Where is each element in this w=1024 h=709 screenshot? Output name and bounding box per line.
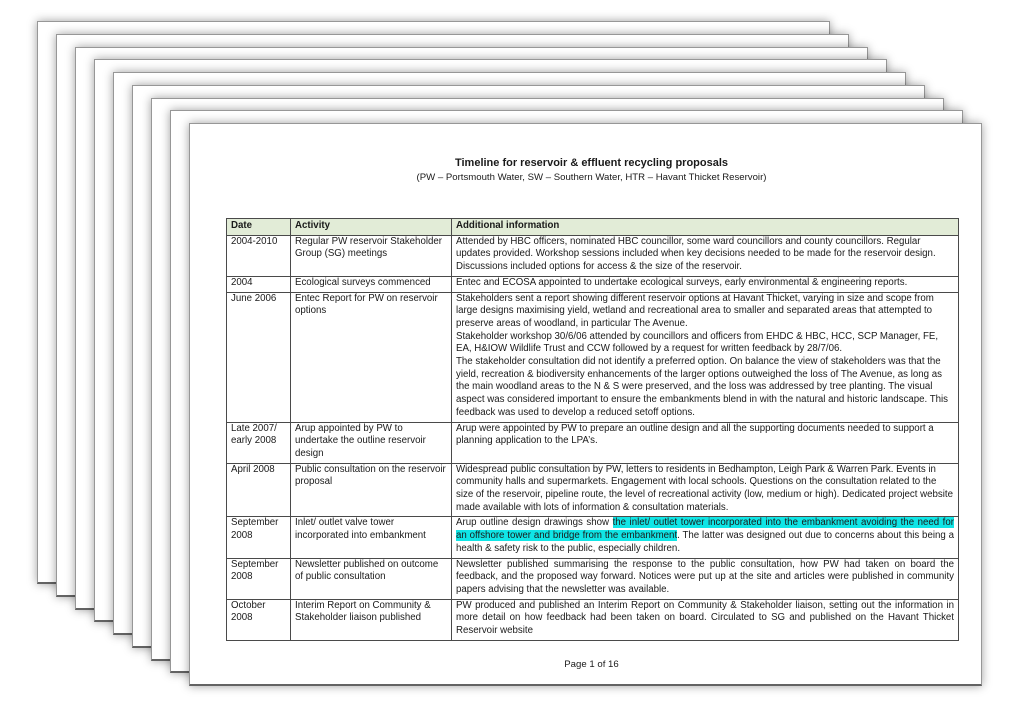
- info-text: . The latter was designed out due to concerns about this being a health & safety risk to the public, especially children.: [456, 530, 954, 554]
- table-row: [227, 558, 959, 599]
- cell-activity: Entec Report for PW on reservoir options: [291, 292, 452, 422]
- cell-activity: Ecological surveys commenced: [291, 276, 452, 292]
- table-row: [227, 292, 959, 422]
- table-header-row: [227, 219, 959, 236]
- cell-activity: Inlet/ outlet valve tower incorporated into embankment: [291, 517, 452, 558]
- cell-additional-information: Entec and ECOSA appointed to undertake ecological surveys, early environmental & engineering reports.: [452, 276, 959, 292]
- cell-additional-information: [452, 517, 959, 558]
- page-number: Page 1 of 16: [564, 658, 619, 670]
- cell-additional-information: Attended by HBC officers, nominated HBC councillor, some ward councillors and county councillors. Regular updates provided. Workshop sessions included when key decisions needed to be made for the reservoir design. Discussions included options for access & the size of the reservoir.: [452, 235, 959, 276]
- timeline-table: [226, 218, 959, 641]
- cell-date: October 2008: [227, 599, 291, 640]
- cell-activity: Public consultation on the reservoir proposal: [291, 463, 452, 517]
- cell-activity: Arup appointed by PW to undertake the outline reservoir design: [291, 422, 452, 463]
- info-paragraph: Stakeholder workshop 30/6/06 attended by councillors and officers from EHDC & HBC, HCC, SCP Manager, FE, EA, H&IOW Wildlife Trust and CCW followed by a request for written feedback by 28/7/06.: [456, 330, 939, 355]
- cell-additional-information: [452, 292, 959, 422]
- highlighted-text: the inlet/ outlet tower incorporated into the embankment avoiding the need for an offshore tower and bridge from the embankment: [456, 517, 954, 542]
- cell-date: April 2008: [227, 463, 291, 517]
- cell-date: Late 2007/ early 2008: [227, 422, 291, 463]
- cell-date: 2004-2010: [227, 235, 291, 276]
- info-paragraph: The stakeholder consultation did not identify a preferred option. On balance the view of stakeholders was that the yield, recreation & biodiversity enhancements of the larger options outweighed the loss of The Avenue, as long as the main woodland areas to the N & S were preserved, and the loss was addressed by tree planting. The visual aspect was considered important to ensure the embankments blend in with the natural and historic landscape. This feedback was used to develop a reduced setoff options.: [456, 356, 949, 418]
- cell-additional-information: Widespread public consultation by PW, letters to residents in Bedhampton, Leigh Park & Warren Park. Events in community halls and supermarkets. Engagement with local schools. Questions on the consultation related to the size of the reservoir, pipeline route, the level of recreational activity (low, medium or high). Dedicated project website made available with lots of information & consultation materials.: [452, 463, 959, 517]
- table-row: [227, 599, 959, 640]
- cell-additional-information: Newsletter published summarising the response to the public consultation, how PW had taken on board the feedback, and the proposed way forward. Notices were put up at the site and articles were published in community papers advising that the newsletter was available.: [452, 558, 959, 599]
- table-row: [227, 422, 959, 463]
- header-cell-date: Date: [227, 219, 291, 236]
- cell-additional-information: Arup were appointed by PW to prepare an outline design and all the supporting documents needed to support a planning application to the LPA’s.: [452, 422, 959, 463]
- document-title: Timeline for reservoir & effluent recycling proposals: [454, 157, 729, 169]
- cell-activity: Regular PW reservoir Stakeholder Group (SG) meetings: [291, 235, 452, 276]
- cell-additional-information: PW produced and published an Interim Report on Community & Stakeholder liaison, setting out the information in more detail on how feedback had been taken on board. Circulated to SG and published on the Havant Thicket Reservoir website: [452, 599, 959, 640]
- cell-date: June 2006: [227, 292, 291, 422]
- document-front-page: [189, 123, 982, 686]
- cell-date: 2004: [227, 276, 291, 292]
- table-row: [227, 276, 959, 292]
- header-cell-additional-information: Additional information: [452, 219, 959, 236]
- cell-date: September 2008: [227, 517, 291, 558]
- page-content: [226, 157, 957, 670]
- cell-date: September 2008: [227, 558, 291, 599]
- table-row: [227, 235, 959, 276]
- cell-activity: Newsletter published on outcome of public consultation: [291, 558, 452, 599]
- cell-activity: Interim Report on Community & Stakeholder liaison published: [291, 599, 452, 640]
- table-row: [227, 517, 959, 558]
- document-subtitle: (PW – Portsmouth Water, SW – Southern Water, HTR – Havant Thicket Reservoir): [416, 172, 767, 183]
- header-cell-activity: Activity: [291, 219, 452, 236]
- table-row: [227, 463, 959, 517]
- info-text: Arup outline design drawings show: [456, 517, 613, 529]
- info-paragraph: Stakeholders sent a report showing different reservoir options at Havant Thicket, varying in size and scope from large designs maximising yield, wetland and recreational area to smaller and separated areas that attempted to preserve areas of woodland, in particular The Avenue.: [456, 292, 934, 329]
